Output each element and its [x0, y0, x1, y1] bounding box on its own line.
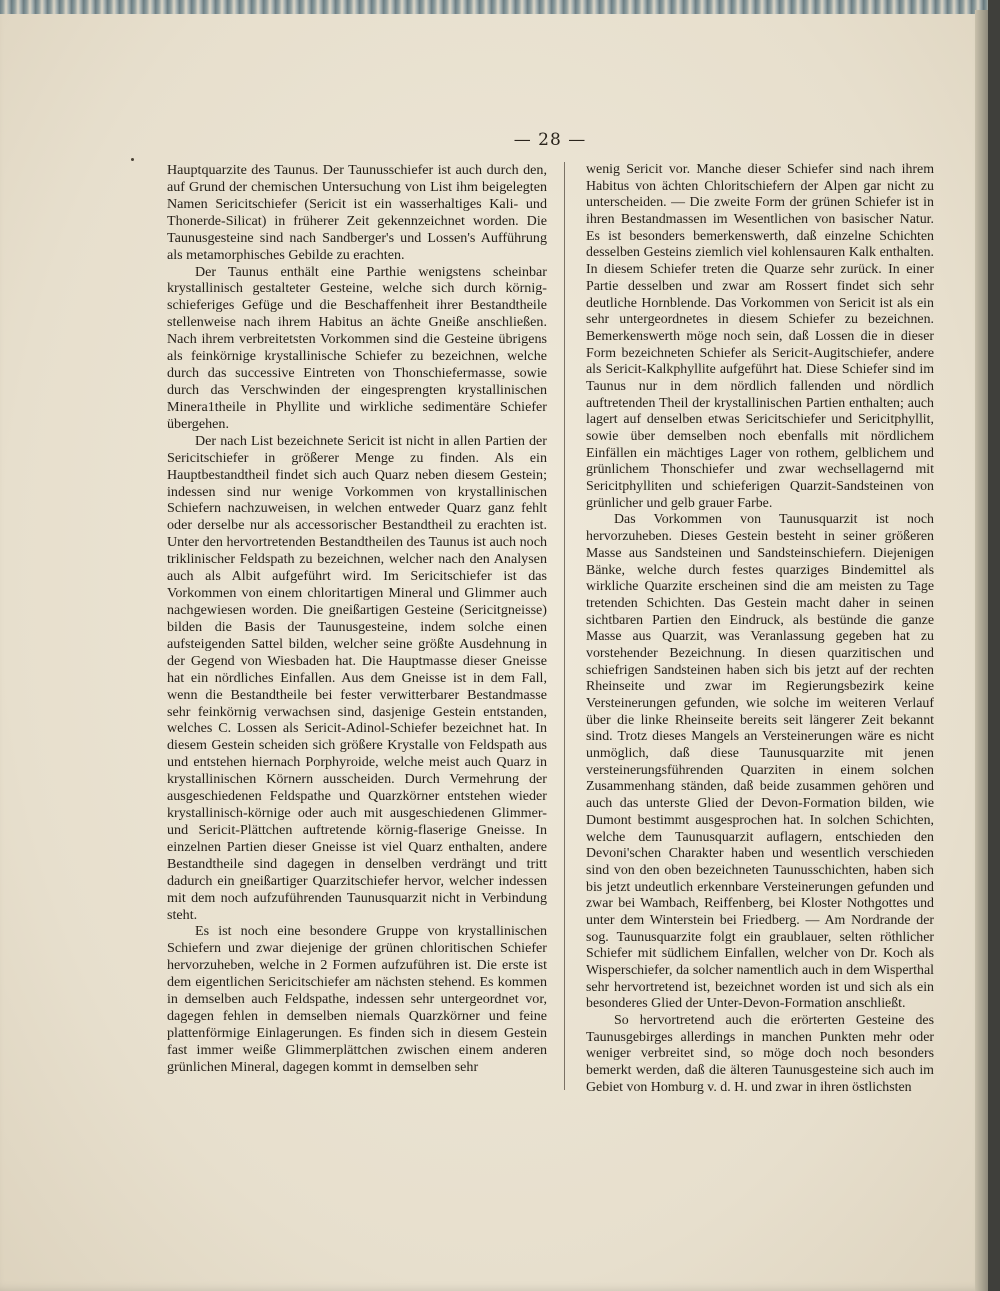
page-right-edge: [975, 10, 988, 1291]
paragraph: So hervortretend auch die erörterten Gesteine des Taunusgebirges allerdings in manchen Punkten mehr oder weniger verbreitet sind, so möge doch noch besonders bemerkt werden, daß die älteren Taunusgesteine sich auch im Gebiet von Homburg v. d. H. und zwar in ihren östlichsten: [586, 1013, 934, 1095]
paragraph: wenig Sericit vor. Manche dieser Schiefer sind nach ihrem Habitus von ächten Chloritschiefern der Alpen gar nicht zu unterscheiden. — Die zweite Form der grünen Schiefer ist in ihren Bestandmassen im Wesentlichen von basischer Natur. Es ist besonders bemerkenswerth, daß einzelne Schichten desselben Gesteins ziemlich viel kohlensauren Kalk enthalten. In diesem Schiefer treten die Quarze sehr zurück. In einer Partie desselben und zwar am Rossert findet sich sehr deutliche Hornblende. Das Vorkommen von Sericit ist als ein sehr untergeordnetes in diesem Schiefer zu bezeichnen. Bemerkenswerth möge noch sein, daß Lossen die in dieser Form bezeichneten Schiefer als Sericit-Augitschiefer, andere als Sericit-Kalkphyllite aufgeführt hat. Diese Schiefer sind im Taunus nur in dem nördlich fallenden und nördlich auftretenden Theil der krystallinischen Partien enthalten; auch lagert auf denselben etwas Sericitschiefer und Sericitphyllit, sowie über demselben noch ebenfalls mit nördlichem Einfällen ein mächtiges Lager von rothem, gelblichem und grünlichem Thonschiefer und zwar wechsellagernd mit Sericitphylliten und schieferigen Quarzit-Sandsteinen von grünlicher und gelb grauer Farbe.: [586, 162, 934, 511]
paragraph: Hauptquarzite des Taunus. Der Taunusschiefer ist auch durch den, auf Grund der chemischen Untersuchung von List ihm beigelegten Namen Sericitschiefer (Sericit ist ein wasserhaltiges Kali- und Thonerde-Silicat) in früherer Zeit gekennzeichnet worden. Die Taunusgesteine sind nach Sandberger's und Lossen's Aufführung als metamorphisches Gebilde zu erachten.: [167, 162, 547, 263]
page-number: — 28 —: [513, 130, 587, 150]
paragraph: Der nach List bezeichnete Sericit ist nicht in allen Partien der Sericitschiefer in größerer Menge zu finden. Als ein Hauptbestandtheil findet sich auch Quarz neben diesem Gestein; indessen sind nur wenige Vorkommen von krystallinischen Schiefern nachzuweisen, in welchen entweder Quarz ganz fehlt oder derselbe nur als accessorischer Bestandtheil zu erachten ist. Unter den hervortretenden Bestandtheilen des Taunus ist auch noch triklinischer Feldspath zu bezeichnen, welcher nach den Analysen auch als Albit aufgeführt wird. Im Sericitschiefer ist das Vorkommen von einem chloritartigen Mineral und Glimmer auch nachgewiesen worden. Die gneißartigen Gesteine (Sericitgneisse) bilden die Basis der Taunusgesteine, indem solche einen aufsteigenden Sattel bilden, welcher seine größte Ausdehnung in der Gegend von Wiesbaden hat. Die Hauptmasse dieser Gneisse hat ein nördliches Einfallen. Aus dem Gneisse ist in dem Fall, wenn die Bestandtheile bei fester verwitterbarer Bestandmasse sehr feinkörnig verwachsen sind, dasjenige Gestein entstanden, welches C. Lossen als Sericit-Adinol-Schiefer bezeichnet hat. In diesem Gestein scheiden sich größere Krystalle von Feldspath aus und entstehen hiernach Porphyroide, welche meist auch Quarz in krystallinischen Körnern ausscheiden. Durch Vermehrung der ausgeschiedenen Feldspathe und Quarzkörner entstehen wieder krystallinisch-körnige oder auch mit ausgeschiedenen Glimmer- und Sericit-Plättchen auftretende körnig-flaserige Gneisse. In einzelnen Partien dieser Gneisse ist viel Quarz enthalten, andere Bestandtheile sind dagegen in denselben verdrängt und tritt dadurch ein gneißartiger Quarzitschiefer hervor, welcher indessen mit dem noch aufzuführenden Taunusquarzit nicht in Verbindung steht.: [167, 432, 547, 923]
ink-speck: [131, 158, 134, 161]
paragraph: Der Taunus enthält eine Parthie wenigstens scheinbar krystallinisch gestalteter Gesteine, welche sich durch körnig-schieferiges Gefüge und die Beschaffenheit ihrer Bestandtheile stellenweise nach ihrem Habitus an ächte Gneiße anschließen. Nach ihrem verbreitetsten Vorkommen sind die Gesteine übrigens als feinkörnige krystallinische Schiefer zu bezeichnen, welche durch das successive Eintreten von Thonschiefermasse, sowie durch das Verschwinden der eingesprengten krystallinischen Minera1theile in Phyllite und wirkliche sedimentäre Schiefer übergehen.: [167, 263, 547, 432]
page-top-edge: [0, 0, 988, 14]
column-divider: [564, 162, 565, 1090]
text-column-left: [167, 162, 547, 1076]
text-column-right: [586, 162, 934, 1097]
paragraph: Es ist noch eine besondere Gruppe von krystallinischen Schiefern und zwar diejenige der grünen chloritischen Schiefer hervorzuheben, welche in 2 Formen aufzuführen ist. Die erste ist dem eigentlichen Sericitschiefer am nächsten stehend. Es kommen in demselben auch Feldspathe, indessen sehr untergeordnet vor, dagegen fehlen in demselben niemals Quarzkörner und feine plattenförmige Einlagerungen. Es finden sich in diesem Gestein fast immer weiße Glimmerplättchen zwischen einem anderen grünlichen Mineral, dagegen kommt in demselben sehr: [167, 923, 547, 1075]
paragraph: Das Vorkommen von Taunusquarzit ist noch hervorzuheben. Dieses Gestein besteht in seiner größeren Masse aus Sandsteinen und Sandsteinschiefern. Diejenigen Bänke, welche durch festes quarziges Bindemittel als wirkliche Quarzite erscheinen sind die am meisten zu Tage tretenden Schichten. Das Gestein macht daher in seinen sichtbaren Partien den Eindruck, als bestünde die ganze Masse aus Quarzit, was Veranlassung gegeben hat zu vorstehender Bezeichnung. In diesen quarzitischen und schiefrigen Sandsteinen haben sich bis jetzt auf der rechten Rheinseite und zwar im Regierungsbezirk keine Versteinerungen gefunden, wie solche im weiteren Verlauf über die linke Rheinseite bereits seit längerer Zeit bekannt sind. Trotz dieses Mangels an Versteinerungen wäre es nicht unmöglich, daß diese Taunusquarzite mit jenen versteinerungsführenden Quarziten in einem solchen Zusammenhang ständen, daß beide zusammen gehören und auch das unterste Glied der Devon-Formation bilden, wie Dumont bestimmt ausgesprochen hat. In solchen Schichten, welche dem Taunusquarzit auflagern, entschieden den Devoni'schen Charakter haben und wesentlich verschieden sind von den oben bezeichneten Taunusschichten, haben sich bis jetzt undeutlich erkennbare Versteinerungen gefunden und zwar bei Wambach, Reiffenberg, bei Kloster Nothgottes und unter dem Winterstein bei Friedberg. — Am Nordrande der sog. Taunusquarzite folgt ein graublauer, selten röthlicher Schiefer mit südlichem Einfallen, welcher von Dr. Koch als Wisperschiefer, da solcher namentlich auch in dem Wisperthal sehr hervortretend ist, bezeichnet worden ist und sich als ein besonderes Glied der Unter-Devon-Formation anschließt.: [586, 512, 934, 1012]
